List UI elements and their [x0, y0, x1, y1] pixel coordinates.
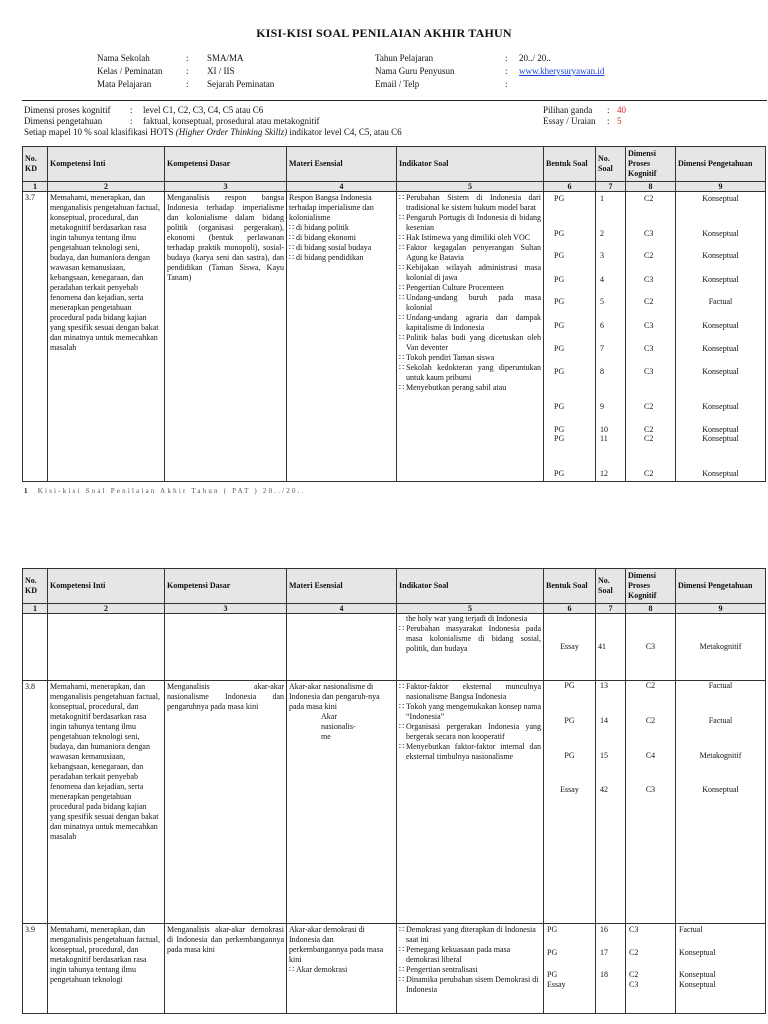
col-header: Kompetensi Inti: [48, 147, 165, 182]
kompetensi-dasar: Menganalisis respon bangsa Indonesia terhadap imperialisme dan kolonialisme dalam bidang politik (organisasi pergerakan), ekonomi (bentuk perlawanan terhadap praktik monopoli), sosial-budaya (karya seni dan sastra), dan pendidikan (Taman Siswa, Kayu Tanam): [165, 192, 287, 482]
col-number: 4: [287, 604, 397, 614]
col-number: 9: [676, 604, 766, 614]
bentuk-soal: PG: [564, 751, 575, 760]
materi-item: ∷ di bidang ekonomi: [289, 233, 394, 243]
kd-number: 3.8: [23, 681, 48, 924]
materi-esensial: Respon Bangsa Indonesia terhadap imperialisme dan kolonialisme ∷ di bidang politik ∷ di bidang ekonomi ∷ di bidang sosial budaya ∷ di bidang pendidikan: [287, 192, 397, 482]
materi-esensial: Akar-akar nasionalisme di Indonesia dan pengaruh-nya pada masa kini Akar nasionalis-me: [287, 681, 397, 924]
no-soal: 2: [600, 229, 604, 238]
col-header: No. Soal: [596, 147, 626, 182]
dimensi-kognitif: C3: [629, 980, 639, 989]
indikator-item: ∷ Perubahan Sistem di Indonesia dari tradisional ke sistem hukum model barat: [399, 193, 541, 213]
dimensi-pengetahuan: Konseptual: [702, 367, 739, 376]
indikator-item: ∷ Pengaruh Portugis di Indonesia di bidang kesenian: [399, 213, 541, 233]
col-number: 5: [397, 182, 544, 192]
col-number: 3: [165, 604, 287, 614]
no-soal: 15: [600, 751, 608, 760]
col-header: Dimensi Proses Kognitif: [626, 569, 676, 604]
dimensi-kognitif: C2: [644, 425, 654, 434]
bentuk-soal: PG: [554, 194, 565, 203]
dimensi-kognitif: C3: [644, 321, 654, 330]
col-header: No. KD: [23, 147, 48, 182]
header-label: Tahun Pelajaran: [375, 53, 434, 63]
dimensi-pengetahuan: Konseptual: [679, 980, 716, 989]
kognitif-col: [626, 681, 676, 924]
no-soal: 42: [600, 785, 608, 794]
dimensi-kognitif: C3: [645, 785, 656, 794]
dimensi-pengetahuan: Konseptual: [679, 948, 716, 957]
bentuk-soal: Essay: [544, 614, 596, 681]
dimensi-pengetahuan: Konseptual: [702, 344, 739, 353]
col-header: Bentuk Soal: [544, 569, 596, 604]
indikator-item: ∷ Dinamika perubahan sisem Demokrasi di Indonesia: [399, 975, 541, 995]
kompetensi-dasar: Menganalisis akar-akar nasionalisme Indonesia dan pengaruhnya pada masa kini: [165, 681, 287, 924]
materi-item: Akar nasionalis-me: [321, 712, 356, 741]
no-soal: 41: [596, 614, 626, 681]
bentuk-soal: PG: [554, 344, 565, 353]
kompetensi-dasar: Menganalisis akar-akar demokrasi di Indonesia dan perkembangannya pada masa kini: [165, 924, 287, 1014]
no-soal-col: [596, 924, 626, 1014]
no-soal: 9: [600, 402, 604, 411]
header-label: Mata Pelajaran: [97, 79, 152, 89]
col-header: Kompetensi Dasar: [165, 569, 287, 604]
bentuk-soal: PG: [554, 402, 565, 411]
col-header: No. KD: [23, 569, 48, 604]
indikator-soal: [397, 681, 544, 924]
col-header: Kompetensi Inti: [48, 569, 165, 604]
dimensi-kognitif: C2: [645, 716, 656, 725]
no-soal: 18: [600, 970, 608, 979]
dimensi-pengetahuan: Metakognitif: [676, 614, 766, 681]
col-number: 1: [23, 604, 48, 614]
col-number: 6: [544, 604, 596, 614]
dimensi-kognitif: C2: [644, 251, 654, 260]
indikator-item: ∷ Perubahan masyarakat Indonesia pada masa kolonialisme di bidang sosial, politik, dan budaya: [399, 624, 541, 654]
col-header: Kompetensi Dasar: [165, 147, 287, 182]
bentuk-soal: PG: [554, 367, 565, 376]
bentuk-soal: PG: [554, 425, 565, 434]
dimensi-label: Dimensi pengetahuan: [24, 116, 103, 126]
indikator-item: ∷ Politik balas budi yang dicetuskan oleh Van deventer: [399, 333, 541, 353]
header-value: SMA/MA: [207, 53, 244, 63]
materi-item: ∷ Akar demokrasi: [289, 965, 394, 975]
dimensi-pengetahuan: Factual: [708, 716, 733, 725]
indikator-item: ∷ Undang-undang agraria dan dampak kapitalisme di Indonesia: [399, 313, 541, 333]
table-row: [23, 924, 766, 1014]
indikator-item: the holy war yang terjadi di Indonesia: [406, 614, 528, 623]
no-soal: 4: [600, 275, 604, 284]
dimensi-pengetahuan: Konseptual: [679, 970, 716, 979]
pengetahuan-col: [676, 192, 766, 482]
table-row: [23, 614, 766, 681]
dimensi-kognitif: C2: [645, 681, 656, 690]
column-number-row: [23, 182, 766, 192]
no-soal: 16: [600, 925, 608, 934]
indikator-item: ∷ Sekolah kedokteran yang diperuntukan untuk kaum pribumi: [399, 363, 541, 383]
no-soal: 5: [600, 297, 604, 306]
dimensi-kognitif: C2: [629, 948, 639, 957]
dimensi-label: Dimensi proses kognitif: [24, 105, 111, 115]
dimensi-pengetahuan: Metakognitif: [699, 751, 742, 760]
col-number: 2: [48, 604, 165, 614]
col-header: Materi Esensial: [287, 147, 397, 182]
indikator-item: ∷ Hak Istimewa yang dimiliki oleh VOC: [399, 233, 541, 243]
col-header: Bentuk Soal: [544, 147, 596, 182]
header-value: Sejarah Peminatan: [207, 79, 275, 89]
bentuk-soal: PG: [554, 297, 565, 306]
pg-label: Pilihan ganda: [543, 105, 593, 115]
dimensi-kognitif: C3: [644, 367, 654, 376]
no-soal: 8: [600, 367, 604, 376]
bentuk-soal: PG: [547, 925, 558, 934]
dimensi-kognitif: C2: [629, 970, 639, 979]
bentuk-soal: Essay: [547, 980, 566, 989]
kisi-table-page1: [22, 146, 766, 482]
col-number: 3: [165, 182, 287, 192]
kompetensi-inti: Memahami, menerapkan, dan menganalisis pengetahuan factual, konseptual, procedural, dan metakognitif berdasarkan rasa ingin tahunya tentang ilmu pengetahuan teknologi seni, budaya, dan humaniora dengan wawasan kemanusiaan, kebangsaan, kenegaraan, dan peradaban terkait penyebab fenomena dan kejadian, serta menerapkan pengetahuan procedural pada bidang kajian yang spesifik sesuai dengan bakat dan minatnya untuk memecahkan masalah: [48, 192, 165, 482]
dimensi-pengetahuan: Konseptual: [702, 434, 739, 443]
kompetensi-inti: Memahami, menerapkan, dan menganalisis pengetahuan factual, konseptual, procedural, dan metakognitif berdasarkan rasa ingin tahunya tentang ilmu pengetahuan teknologi: [48, 924, 165, 1014]
indikator-soal: [397, 192, 544, 482]
bentuk-soal: PG: [554, 321, 565, 330]
pengetahuan-col: [676, 924, 766, 1014]
dimensi-pengetahuan: Konseptual: [702, 251, 739, 260]
indikator-item: ∷ Pemegang kekuasaan pada masa demokrasi liberal: [399, 945, 541, 965]
dimensi-kognitif: C3: [644, 344, 654, 353]
col-number: 9: [676, 182, 766, 192]
bentuk-soal: Essay: [560, 785, 579, 794]
dimensi-kognitif: C3: [629, 925, 639, 934]
no-soal-col: [596, 192, 626, 482]
kd-number: 3.9: [23, 924, 48, 1014]
document-title: KISI-KISI SOAL PENILAIAN AKHIR TAHUN: [256, 26, 512, 40]
table-header-row: [23, 569, 766, 604]
indikator-item: ∷ Menyebutkan faktor-faktor internal dan eksternal timbulnya nasionalisme: [399, 742, 541, 762]
materi-esensial: Akar-akar demokrasi di Indonesia dan perkembangannya pada masa kini ∷ Akar demokrasi: [287, 924, 397, 1014]
bentuk-soal-col: [544, 681, 596, 924]
kognitif-col: [626, 924, 676, 1014]
essay-count: 5: [617, 116, 622, 126]
col-number: 7: [596, 604, 626, 614]
dimensi-pengetahuan: Konseptual: [702, 425, 739, 434]
bentuk-soal: PG: [564, 716, 575, 725]
indikator-item: ∷ Kebijakan wilayah administrasi masa kolonial di jawa: [399, 263, 541, 283]
col-header: Dimensi Pengetahuan: [676, 569, 766, 604]
indikator-item: ∷ Faktor-faktor eksternal munculnya nasionalisme Bangsa Indonesia: [399, 682, 541, 702]
no-soal: 3: [600, 251, 604, 260]
col-number: 1: [23, 182, 48, 192]
table-row: [23, 681, 766, 924]
pengetahuan-col: [676, 681, 766, 924]
indikator-item: ∷ Organisasi pergerakan Indonesia yang bergerak secara non kooperatif: [399, 722, 541, 742]
col-header: No. Soal: [596, 569, 626, 604]
indikator-item: ∷ Faktor kegagalan penyerangan Sultan Agung ke Batavia: [399, 243, 541, 263]
indikator-item: ∷ Pengertian Culture Procenteen: [399, 283, 541, 293]
col-number: 4: [287, 182, 397, 192]
header-label: Email / Telp: [375, 79, 420, 89]
col-number: 8: [626, 182, 676, 192]
page-number: 1: [24, 487, 30, 495]
indikator-soal: [397, 924, 544, 1014]
dimensi-value: faktual, konseptual, prosedural atau metakognitif: [143, 116, 320, 126]
dimensi-pengetahuan: Konseptual: [702, 194, 739, 203]
divider: [22, 100, 767, 101]
dimensi-kognitif: C2: [644, 402, 654, 411]
dimensi-pengetahuan: Konseptual: [702, 469, 739, 478]
col-header: Materi Esensial: [287, 569, 397, 604]
dimensi-pengetahuan: Factual: [708, 681, 733, 690]
indikator-item: ∷ Pengertian sentralisasi: [399, 965, 541, 975]
page-footer: [24, 487, 306, 496]
table-row: [23, 192, 766, 482]
website-link[interactable]: www.kherysuryawan.id: [519, 66, 605, 76]
kompetensi-inti: Memahami, menerapkan, dan menganalisis pengetahuan factual, konseptual, procedural, dan metakognitif berdasarkan rasa ingin tahunya tentang ilmu pengetahuan teknologi seni, budaya, dan humaniora dengan wawasan kemanusiaan, kebangsaan, kenegaraan, dan peradaban terkait penyebab fenomena dan kejadian, serta menerapkan pengetahuan procedural pada bidang kajian yang spesifik sesuai dengan bakat dan minatnya untuk memecahkan masalah: [48, 681, 165, 924]
dimensi-kognitif: C3: [644, 229, 654, 238]
essay-label: Essay / Uraian: [543, 116, 596, 126]
bentuk-soal: PG: [554, 251, 565, 260]
footer-text: Kisi-kisi Soal Penilaian Akhir Tahun ( PAT ) 20../20..: [37, 487, 306, 495]
no-soal: 1: [600, 194, 604, 203]
indikator-item: ∷ Tokoh pendiri Taman siswa: [399, 353, 541, 363]
dimensi-kognitif: C2: [644, 194, 654, 203]
no-soal: 14: [600, 716, 608, 725]
column-number-row: [23, 604, 766, 614]
header-value: XI / IIS: [207, 66, 235, 76]
bentuk-soal: PG: [554, 434, 565, 443]
dimensi-pengetahuan: Factual: [679, 925, 703, 934]
header-label: Nama Guru Penyusun: [375, 66, 455, 76]
col-header: Dimensi Pengetahuan: [676, 147, 766, 182]
header-value: 20../ 20..: [519, 53, 551, 63]
kisi-table-page2: [22, 568, 766, 1014]
materi-item: ∷ di bidang pendidikan: [289, 253, 394, 263]
col-header: Dimensi Proses Kognitif: [626, 147, 676, 182]
bentuk-soal: PG: [554, 275, 565, 284]
bentuk-soal: PG: [564, 681, 575, 690]
header-label: Nama Sekolah: [97, 53, 150, 63]
indikator-item: ∷ Menyebutkan perang sabil atau: [399, 383, 541, 393]
no-soal: 13: [600, 681, 608, 690]
pg-count: 40: [617, 105, 626, 115]
dimensi-kognitif: C4: [645, 751, 656, 760]
indikator-item: ∷ Demokrasi yang diterapkan di Indonesia saat ini: [399, 925, 541, 945]
indikator-item: ∷ Undang-undang buruh pada masa kolonial: [399, 293, 541, 313]
dimensi-pengetahuan: Factual: [708, 297, 733, 306]
no-soal: 7: [600, 344, 604, 353]
bentuk-soal: PG: [554, 229, 565, 238]
header-label: Kelas / Peminatan: [97, 66, 163, 76]
table-header-row: [23, 147, 766, 182]
col-number: 6: [544, 182, 596, 192]
indikator-item: ∷ Tokoh yang mengemukakan konsep nama “Indonesia”: [399, 702, 541, 722]
dimensi-pengetahuan: Konseptual: [702, 785, 739, 794]
dimensi-pengetahuan: Konseptual: [702, 229, 739, 238]
dimensi-kognitif: C2: [644, 297, 654, 306]
col-number: 2: [48, 182, 165, 192]
hots-note: Setiap mapel 10 % soal klasifikasi HOTS (Higher Order Thinking Skillz) indikator level C4, C5, atau C6: [24, 127, 402, 137]
no-soal: 17: [600, 948, 608, 957]
materi-item: ∷ di bidang politik: [289, 223, 394, 233]
no-soal: 11: [600, 434, 608, 443]
bentuk-soal: PG: [547, 970, 558, 979]
dimensi-pengetahuan: Konseptual: [702, 321, 739, 330]
kognitif-col: [626, 192, 676, 482]
kd-number: 3.7: [23, 192, 48, 482]
dimensi-kognitif: C2: [644, 434, 654, 443]
materi-item: ∷ di bidang sosial budaya: [289, 243, 394, 253]
dimensi-value: level C1, C2, C3, C4, C5 atau C6: [143, 105, 264, 115]
bentuk-soal: PG: [547, 948, 558, 957]
col-number: 8: [626, 604, 676, 614]
no-soal: 12: [600, 469, 608, 478]
dimensi-kognitif: C3: [626, 614, 676, 681]
no-soal: 6: [600, 321, 604, 330]
col-number: 5: [397, 604, 544, 614]
dimensi-kognitif: C2: [644, 469, 654, 478]
indikator-soal: [397, 614, 544, 681]
bentuk-soal-col: [544, 192, 596, 482]
col-header: Indikator Soal: [397, 147, 544, 182]
no-soal: 10: [600, 425, 608, 434]
dimensi-kognitif: C3: [644, 275, 654, 284]
bentuk-soal: PG: [554, 469, 565, 478]
dimensi-pengetahuan: Konseptual: [702, 402, 739, 411]
bentuk-soal-col: [544, 924, 596, 1014]
no-soal-col: [596, 681, 626, 924]
col-header: Indikator Soal: [397, 569, 544, 604]
dimensi-pengetahuan: Konseptual: [702, 275, 739, 284]
col-number: 7: [596, 182, 626, 192]
